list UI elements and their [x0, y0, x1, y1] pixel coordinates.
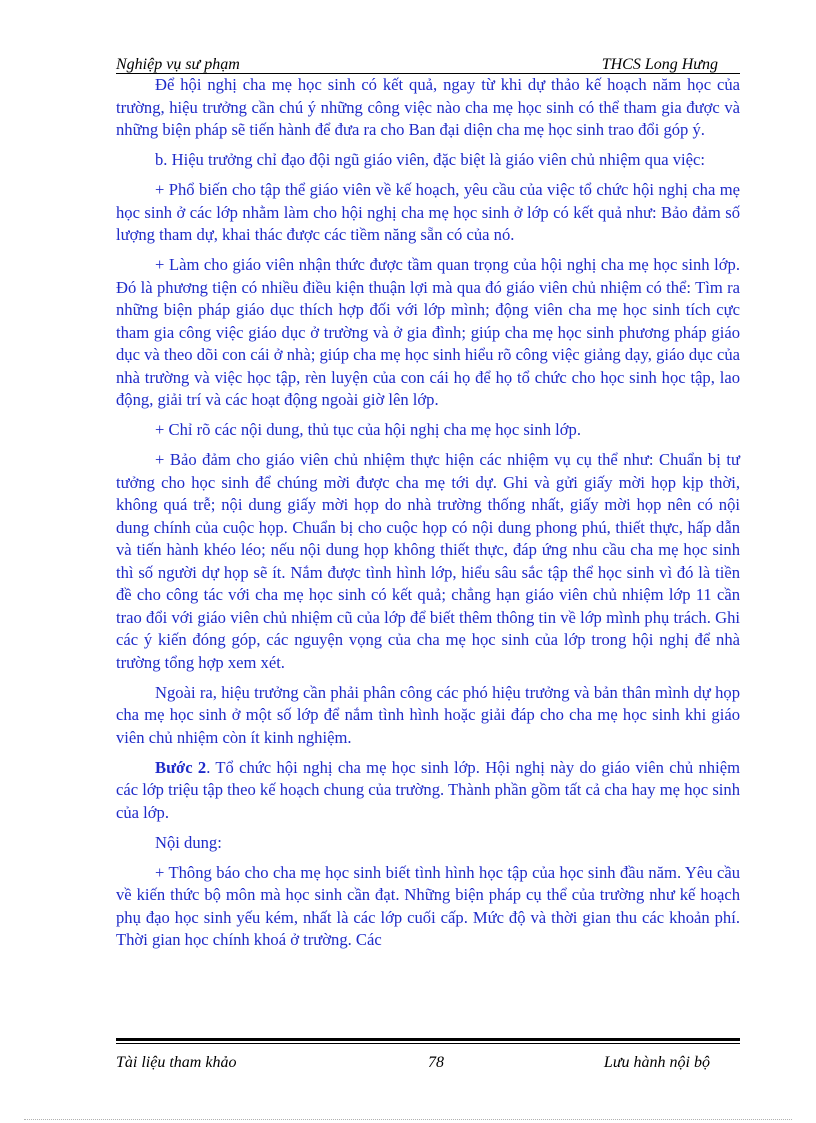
step-text: . Tổ chức hội nghị cha mẹ học sinh lớp. Hội nghị này do giáo viên chủ nhiệm các lớp triệu tập theo kế hoạch chung của trường. Thành phần gồm tất cả cha hay mẹ học sinh của lớp. [116, 757, 740, 822]
footer-rule-thin [116, 1043, 740, 1044]
page-number: 78 [428, 1054, 444, 1071]
paragraph: Để hội nghị cha mẹ học sinh có kết quả, ngay từ khi dự thảo kế hoạch năm học của trường, hiệu trưởng cần chú ý những công việc nào cha mẹ học sinh có thể tham gia được và những biện pháp sẽ tiến hành để đưa ra cho Ban đại diện cha mẹ học sinh trao đổi góp ý. [116, 75, 740, 139]
footer-left-text: Tài liệu tham khảo [116, 1054, 237, 1071]
document-body [116, 74, 740, 959]
page-footer [116, 1054, 740, 1076]
step-label: Bước 2 [155, 757, 207, 777]
footer-rule-thick [116, 1038, 740, 1041]
paragraph: + Thông báo cho cha mẹ học sinh biết tình hình học tập của học sinh đầu năm. Yêu cầu về kiến thức bộ môn mà học sinh cần đạt. Những biện pháp cụ thể của trường như kế hoạch phụ đạo học sinh yếu kém, nhất là các lớp cuối cấp. Mức độ và thời gian thu các khoản phí. Thời gian học chính khoá ở trường. Các [116, 862, 740, 949]
paragraph: + Làm cho giáo viên nhận thức được tầm quan trọng của hội nghị cha mẹ học sinh lớp. Đó là phương tiện có nhiều điều kiện thuận lợi mà qua đó giáo viên chủ nhiệm có thể: Tìm ra những biện pháp giáo dục thích hợp đối với lớp mình; động viên cha mẹ học sinh tích cực tham gia công việc giáo dục ở trường và ở gia đình; giúp cha mẹ học sinh phương pháp giáo dục và theo dõi con cái ở nhà; giúp cha mẹ học sinh hiểu rõ công việc giảng dạy, giáo dục của nhà trường và việc học tập, rèn luyện của con cái họ để họ tổ chức cho học sinh học tập, lao động, giải trí và các hoạt động ngoài giờ lên lớp. [116, 255, 740, 409]
paragraph: Nội dung: [155, 832, 222, 852]
paragraph-step-2 [116, 757, 740, 825]
header-left-text: Nghiệp vụ sư phạm [116, 56, 240, 73]
paragraph: Ngoài ra, hiệu trưởng cần phải phân công các phó hiệu trưởng và bản thân mình dự họp cha mẹ học sinh ở một số lớp để nắm tình hình hoặc giải đáp cho cha mẹ học sinh khi giáo viên chủ nhiệm còn ít kinh nghiệm. [116, 682, 740, 747]
page-edge-divider [24, 1119, 792, 1120]
paragraph: + Phổ biến cho tập thể giáo viên về kế hoạch, yêu cầu của việc tổ chức hội nghị cha mẹ học sinh ở các lớp nhằm làm cho hội nghị cha mẹ học sinh ở lớp có kết quả như: Bảo đảm số lượng tham dự, khai thác được các tiềm năng sẵn có của nó. [116, 180, 740, 244]
paragraph: + Bảo đảm cho giáo viên chủ nhiệm thực hiện các nhiệm vụ cụ thể như: Chuẩn bị tư tưởng cho học sinh để chúng mời được cha mẹ tới dự. Ghi và gửi giấy mời họp kịp thời, không quá trễ; nội dung giấy mời họp do nhà trường thống nhất, giấy mời họp nên có nội dung chính của cuộc họp. Chuẩn bị cho cuộc họp có nội dung phong phú, thiết thực, hấp dẫn và tiến hành khéo léo; nếu nội dung họp không thiết thực, đáp ứng nhu cầu cha mẹ học sinh thì số người dự họp sẽ ít. Nắm được tình hình lớp, hiểu sâu sắc tập thể học sinh vì đó là tiền đề cho công tác với cha mẹ học sinh có kết quả; chẳng hạn giáo viên chủ nhiệm lớp 11 cần trao đổi với giáo viên chủ nhiệm cũ của lớp để biết thêm thông tin về lớp mình phụ trách. Ghi các ý kiến đóng góp, các nguyện vọng của cha mẹ học sinh của lớp trong hội nghị để nhà trường tổng hợp xem xét. [116, 450, 740, 672]
footer-right-text: Lưu hành nội bộ [603, 1054, 710, 1071]
paragraph: b. Hiệu trưởng chỉ đạo đội ngũ giáo viên, đặc biệt là giáo viên chủ nhiệm qua việc: [155, 150, 706, 169]
paragraph: + Chỉ rõ các nội dung, thủ tục của hội nghị cha mẹ học sinh lớp. [155, 420, 581, 439]
header-right-text: THCS Long Hưng [601, 56, 718, 73]
